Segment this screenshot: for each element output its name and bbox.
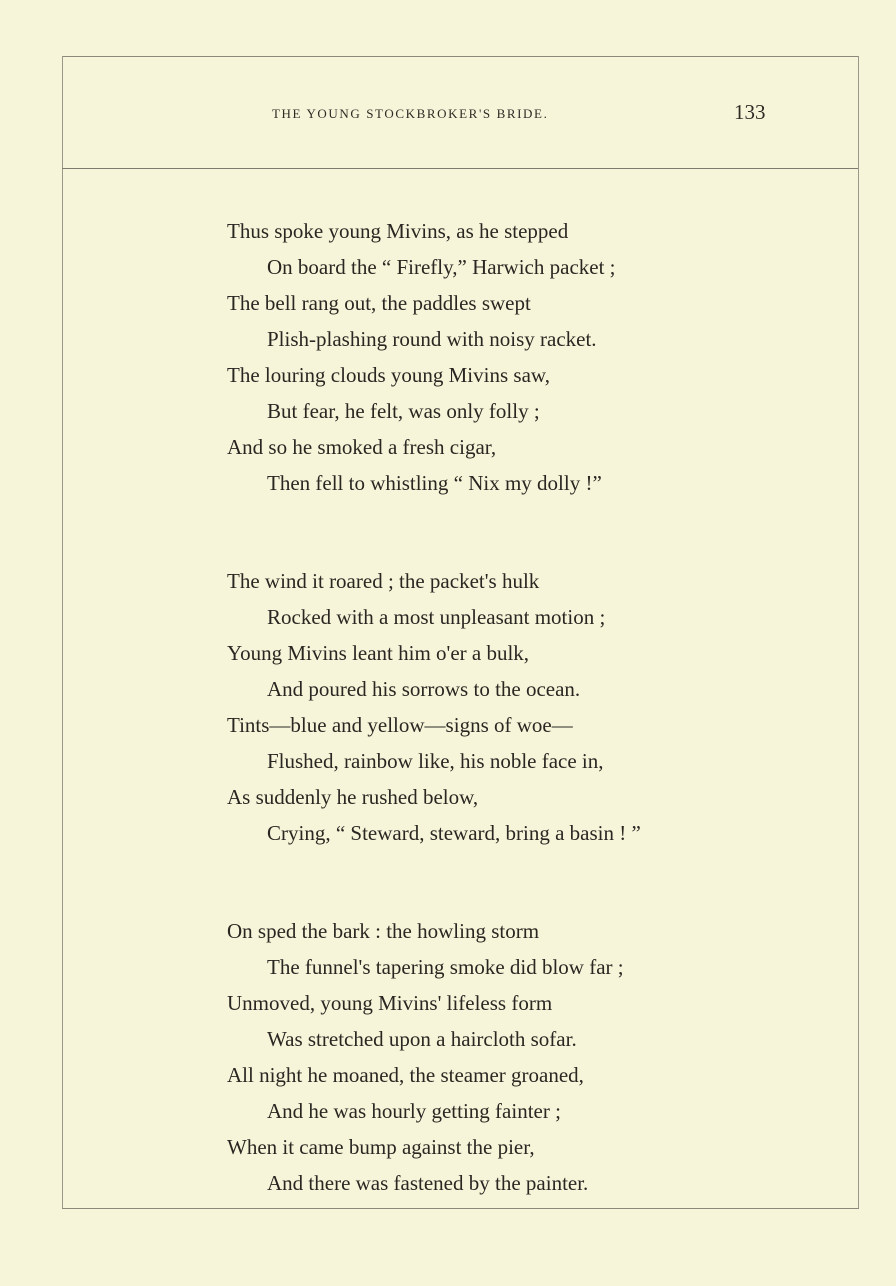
poem-line: Rocked with a most unpleasant motion ; [267,605,606,629]
poem-line: Unmoved, young Mivins' lifeless form [227,991,553,1015]
page-frame-left [62,56,63,1208]
poem-line: Tints—blue and yellow—signs of woe— [227,713,573,737]
poem-line: On sped the bark : the howling storm [227,919,540,943]
poem-line: Crying, “ Steward, steward, bring a basin ! ” [267,821,641,845]
poem-line: When it came bump against the pier, [227,1135,535,1159]
poem-line: Young Mivins leant him o'er a bulk, [227,641,530,665]
poem-line: And there was fastened by the painter. [267,1171,589,1195]
poem-line: And so he smoked a fresh cigar, [227,435,497,459]
poem-line: But fear, he felt, was only folly ; [267,399,540,423]
page-number: 133 [734,100,766,124]
poem-line: On board the “ Firefly,” Harwich packet ; [267,255,616,279]
header-rule [62,168,858,169]
stanza-3 [227,913,827,1201]
poem [227,213,827,1263]
stanza-2 [227,563,827,851]
page-frame-top [62,56,858,57]
poem-line: Was stretched upon a haircloth sofar. [267,1027,577,1051]
poem-line: Then fell to whistling “ Nix my dolly !” [267,471,602,495]
poem-line: All night he moaned, the steamer groaned, [227,1063,584,1087]
poem-line: Flushed, rainbow like, his noble face in, [267,749,604,773]
page-frame-right [858,56,859,1208]
poem-line: As suddenly he rushed below, [227,785,479,809]
stanza-1 [227,213,827,501]
poem-line: The wind it roared ; the packet's hulk [227,569,540,593]
poem-line: The bell rang out, the paddles swept [227,291,531,315]
poem-line: Thus spoke young Mivins, as he stepped [227,219,569,243]
poem-line: And he was hourly getting fainter ; [267,1099,561,1123]
poem-line: And poured his sorrows to the ocean. [267,677,581,701]
running-title: THE YOUNG STOCKBROKER'S BRIDE. [272,106,549,121]
poem-line: The louring clouds young Mivins saw, [227,363,550,387]
poem-line: Plish-plashing round with noisy racket. [267,327,597,351]
poem-line: The funnel's tapering smoke did blow far ; [267,955,624,979]
